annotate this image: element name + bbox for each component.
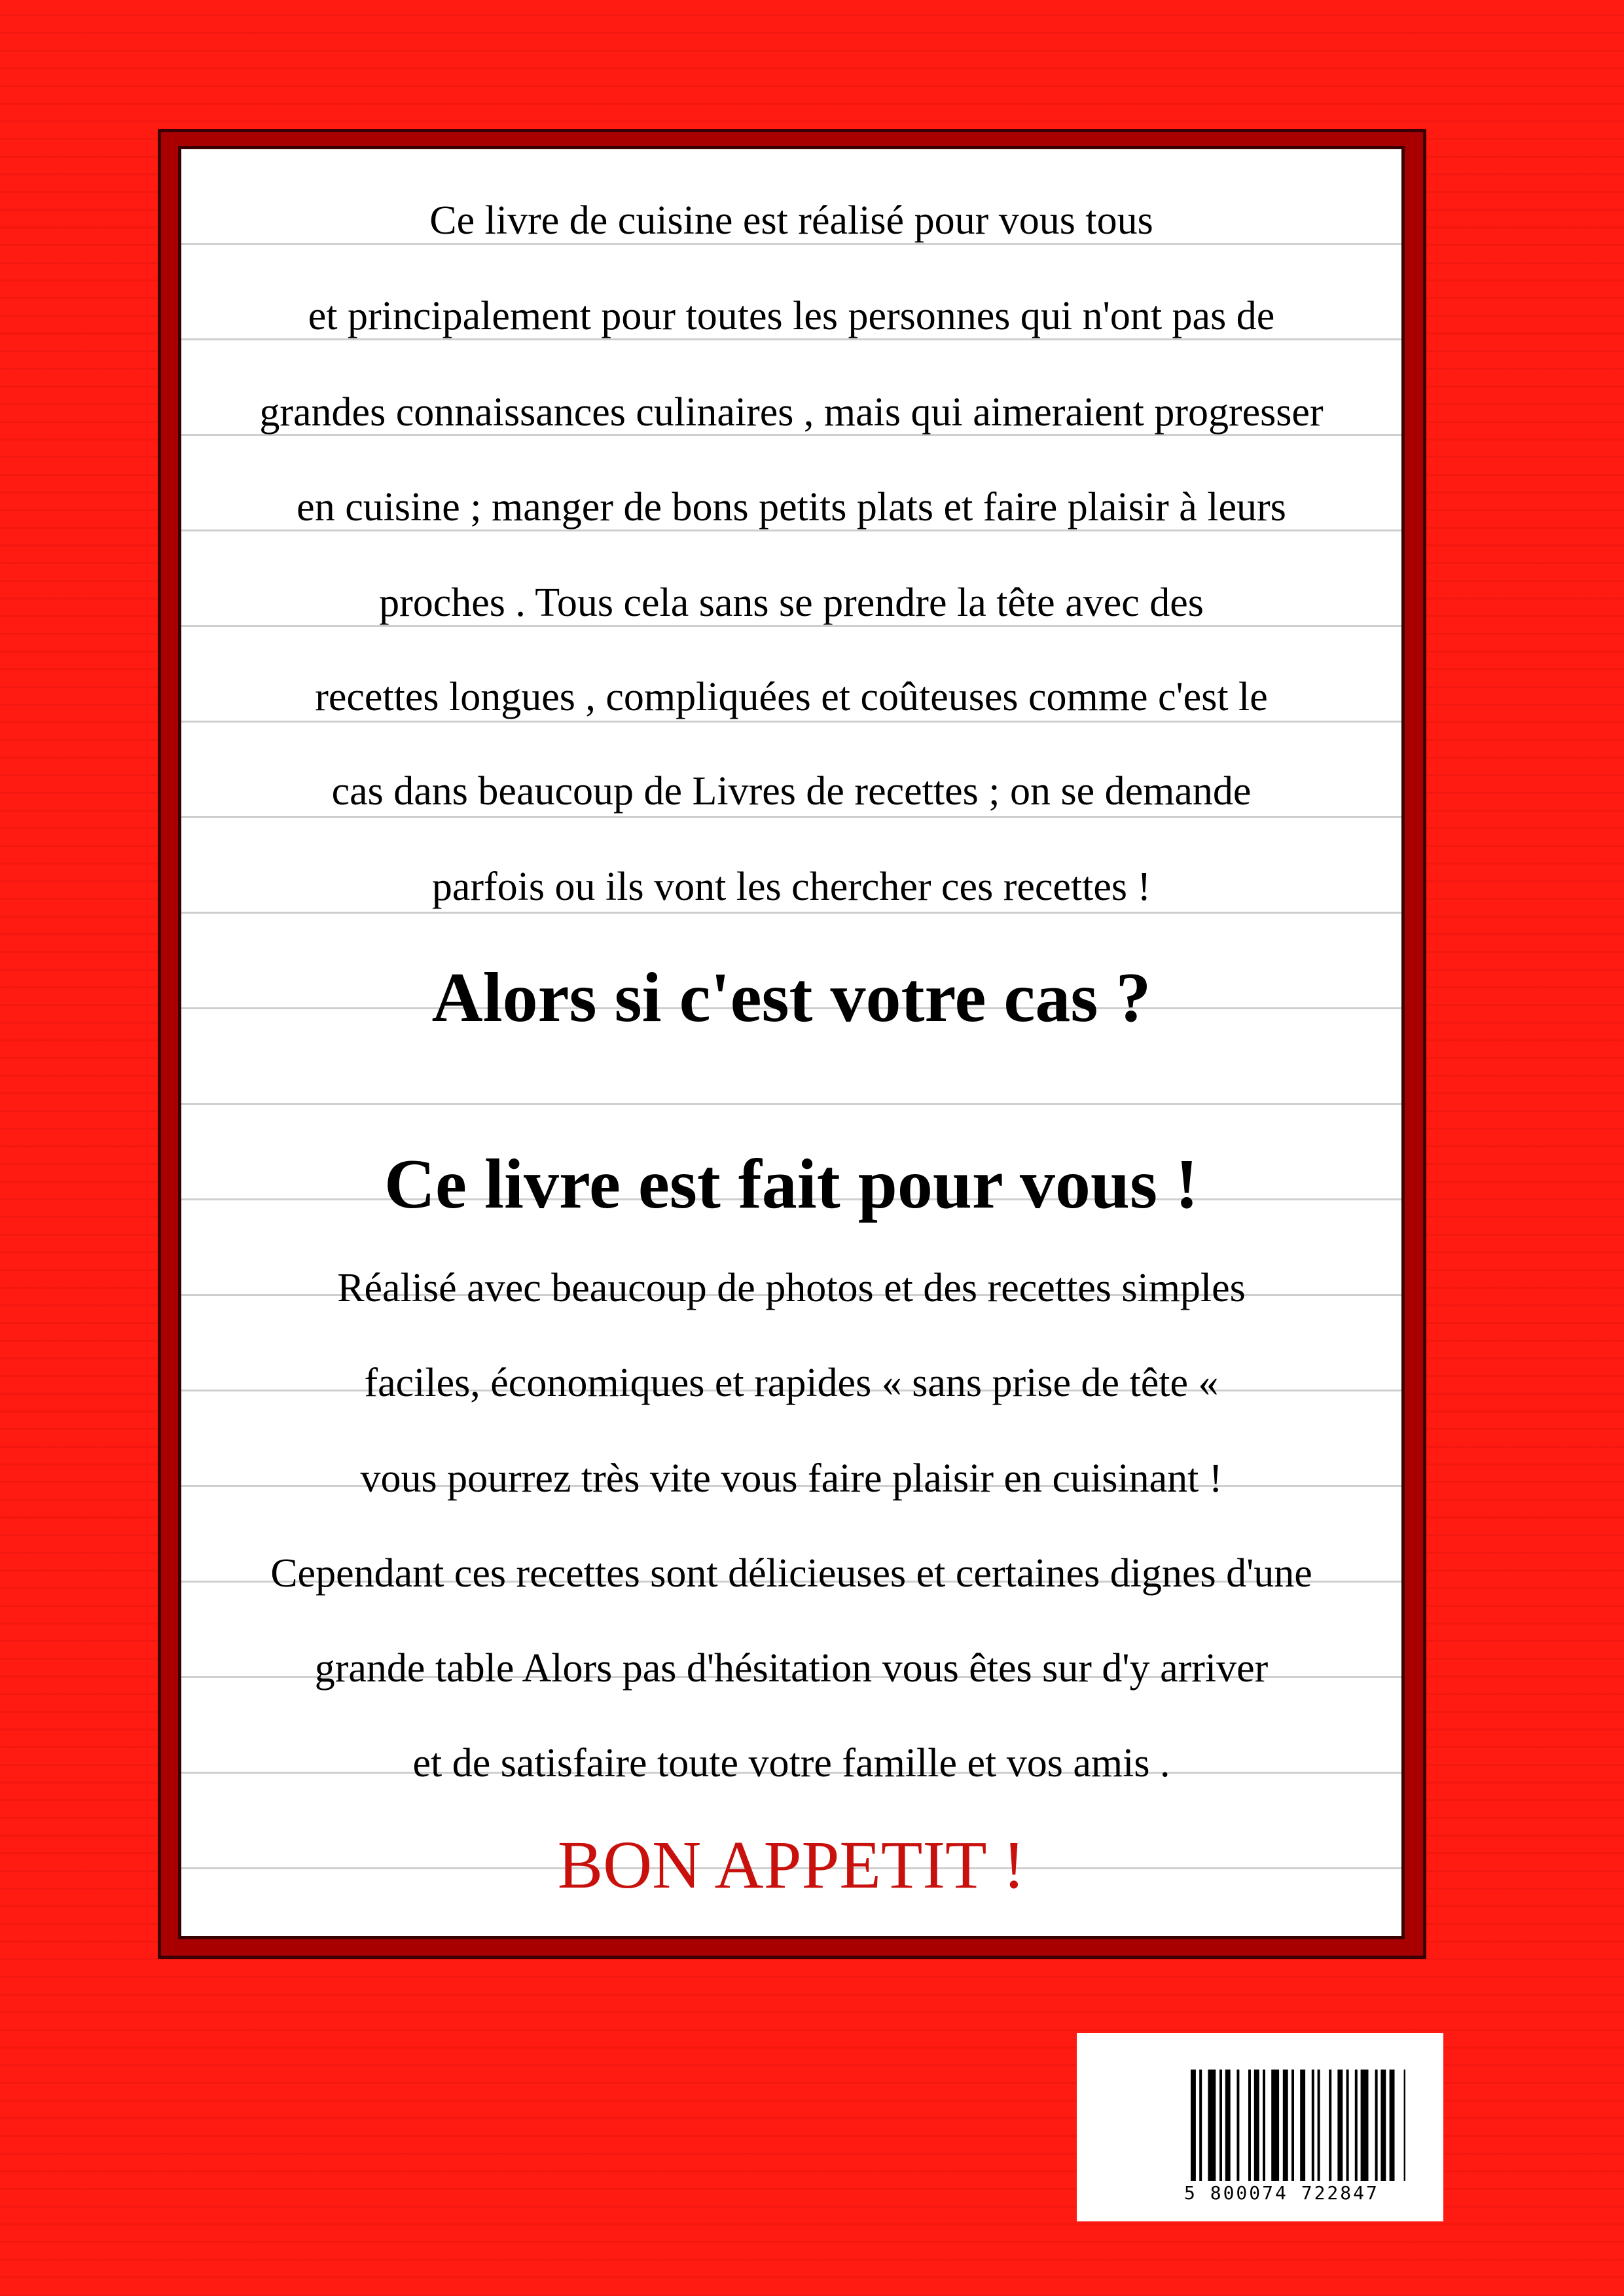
bon-appetit-title: BON APPETIT ! [557,1827,1026,1903]
text-panel [178,146,1405,1939]
barcode-bar [1291,2070,1294,2181]
intro-line-1: Ce livre de cuisine est réalisé pour vous tous [429,198,1153,243]
barcode-bar [1283,2070,1288,2181]
barcode-bar [1318,2070,1320,2181]
barcode-bar [1208,2070,1216,2181]
barcode-bar [1337,2070,1343,2181]
barcode-bar [1263,2070,1265,2181]
barcode-bar [1248,2070,1251,2181]
barcode-bar [1329,2070,1331,2181]
barcode-bar [1375,2070,1378,2181]
intro-line-4: en cuisine ; manger de bons petits plats et faire plaisir à leurs [297,485,1286,529]
barcode-bar [1199,2070,1202,2181]
intro-line-7: cas dans beaucoup de Livres de recettes ; on se demande [331,769,1252,814]
detail-line-6: et de satisfaire toute votre famille et vos amis . [412,1741,1170,1785]
intro-line-8: parfois ou ils vont les chercher ces recettes ! [431,865,1151,909]
barcode-bar [1312,2070,1314,2181]
barcode-bar [1191,2070,1196,2181]
barcode-bar [1390,2070,1395,2181]
intro-line-5: proches . Tous cela sans se prendre la tête avec des [379,581,1204,625]
barcode-bar [1236,2070,1239,2181]
detail-line-4: Cependant ces recettes sont délicieuses et certaines dignes d'une [270,1551,1312,1596]
barcode-icon [1191,2070,1405,2181]
barcode-bar [1380,2070,1386,2181]
barcode-bar [1225,2070,1231,2181]
headline-question: Alors si c'est votre cas ? [431,959,1151,1037]
barcode-bar [1271,2070,1279,2181]
barcode-bar [1355,2070,1358,2181]
detail-line-1: Réalisé avec beaucoup de photos et des recettes simples [337,1266,1246,1310]
detail-line-2: faciles, économiques et rapides « sans prise de tête « [364,1361,1219,1405]
barcode-label [1077,2033,1443,2221]
barcode-bar [1300,2070,1305,2181]
detail-line-3: vous pourrez très vite vous faire plaisir en cuisinant ! [360,1456,1223,1501]
barcode-bar [1361,2070,1369,2181]
barcode-bar [1254,2070,1259,2181]
intro-line-2: et principalement pour toutes les personnes qui n'ont pas de [308,294,1275,338]
barcode-bar [1404,2070,1405,2181]
intro-line-6: recettes longues , compliquées et coûteuses comme c'est le [315,675,1268,719]
detail-line-5: grande table Alors pas d'hésitation vous êtes sur d'y arriver [314,1646,1269,1691]
intro-line-3: grandes connaissances culinaires , mais qui aimeraient progresser [259,390,1324,435]
headline-answer: Ce livre est fait pour vous ! [384,1145,1199,1223]
barcode-number: 5 800074 722847 [1184,2182,1379,2204]
barcode-bar [1346,2070,1349,2181]
barcode-bar [1219,2070,1222,2181]
